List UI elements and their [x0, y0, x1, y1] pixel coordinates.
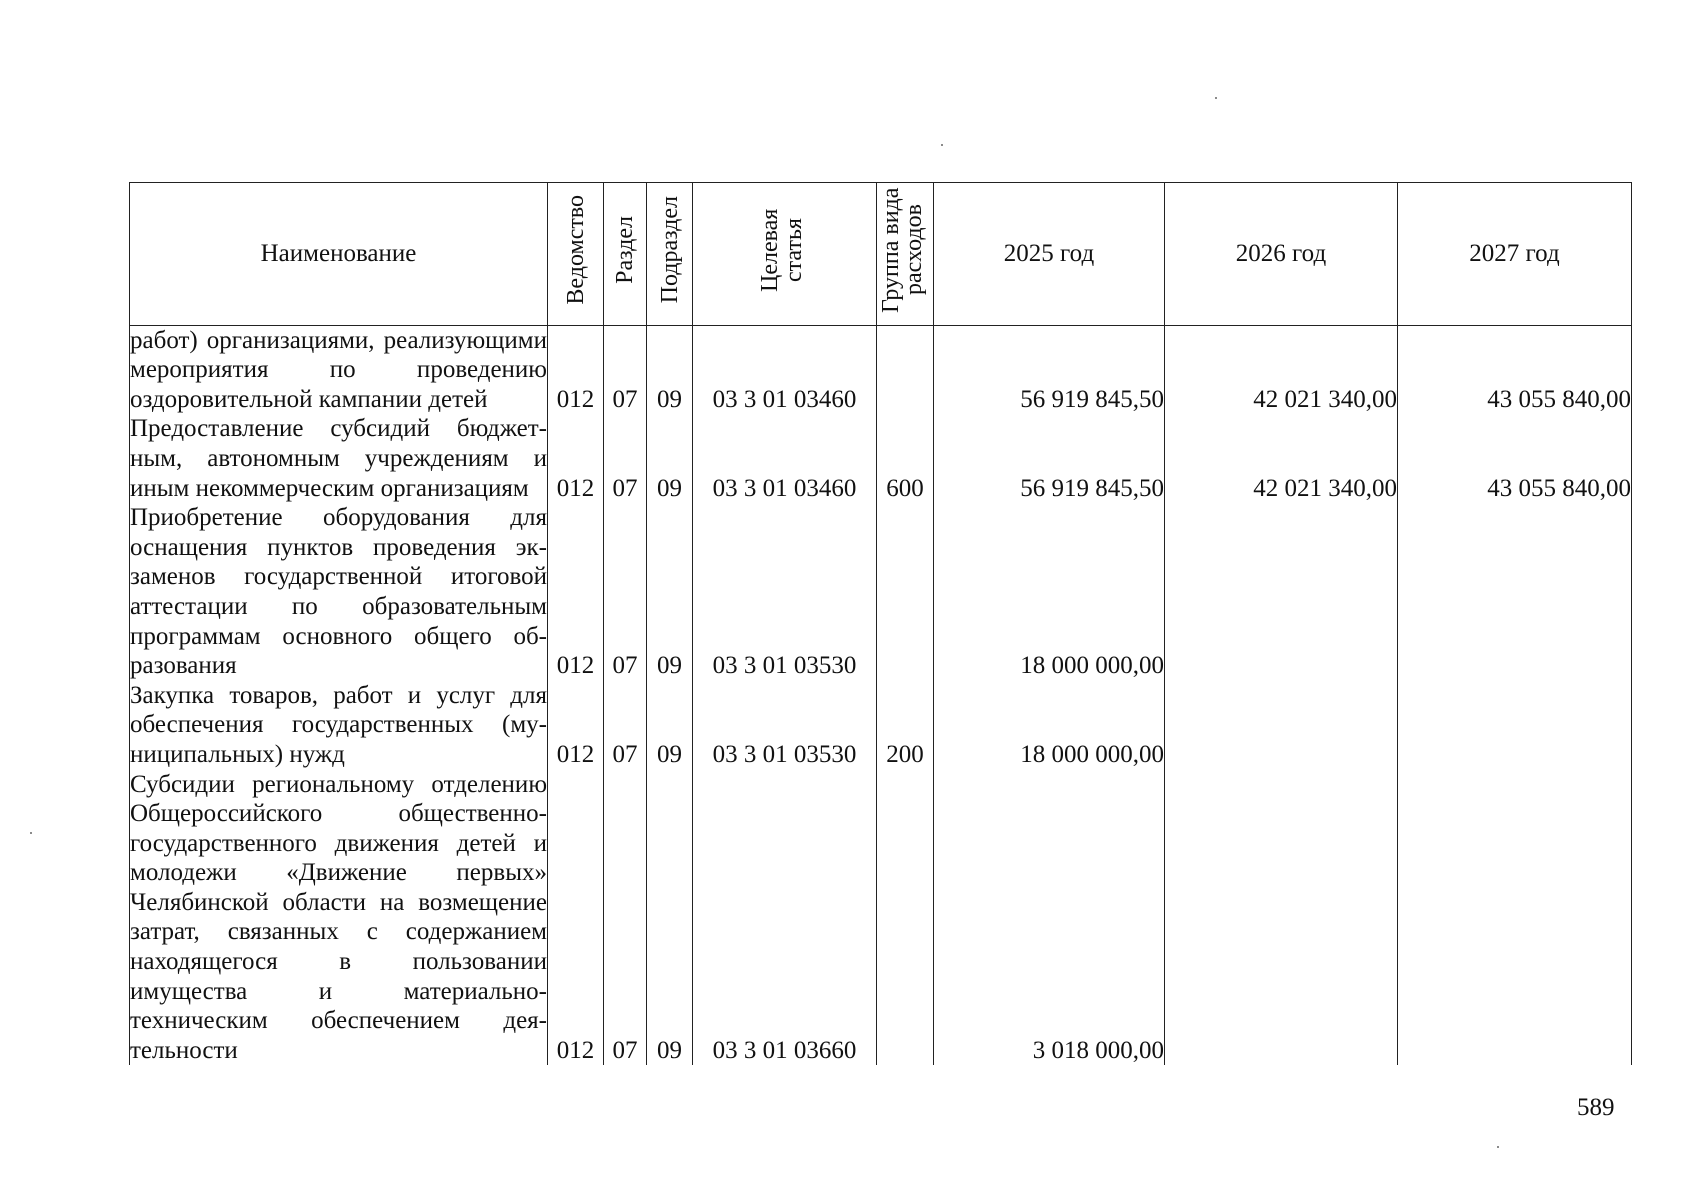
header-2026: 2026 год [1165, 183, 1398, 326]
row-department: 012 [548, 681, 604, 770]
row-amount-2026: 42 021 340,00 [1165, 414, 1398, 503]
row-department: 012 [548, 325, 604, 414]
scan-speck [941, 144, 943, 146]
row-department: 012 [548, 770, 604, 1066]
row-subsection: 09 [647, 414, 693, 503]
row-expense-group [877, 325, 934, 414]
row-amount-2025: 3 018 000,00 [934, 770, 1165, 1066]
row-subsection: 09 [647, 770, 693, 1066]
row-expense-group: 600 [877, 414, 934, 503]
row-amount-2027 [1398, 770, 1632, 1066]
table-header [130, 183, 1632, 326]
header-subsection: Подраздел [647, 183, 693, 326]
header-section: Раздел [604, 183, 647, 326]
row-expense-group [877, 503, 934, 681]
row-amount-2025: 56 919 845,50 [934, 325, 1165, 414]
page-number: 589 [1577, 1094, 1615, 1121]
row-expense-group [877, 770, 934, 1066]
scan-speck [1215, 97, 1217, 99]
row-section: 07 [604, 325, 647, 414]
row-amount-2026 [1165, 681, 1398, 770]
row-name: работ) организациями, реализующими мероприятия по проведению оздоровительной кампании детей [130, 326, 547, 413]
row-amount-2025: 56 919 845,50 [934, 414, 1165, 503]
row-amount-2027 [1398, 503, 1632, 681]
row-target-article: 03 3 01 03660 [693, 770, 877, 1066]
row-subsection: 09 [647, 681, 693, 770]
row-amount-2027: 43 055 840,00 [1398, 325, 1632, 414]
row-subsection: 09 [647, 503, 693, 681]
row-expense-group: 200 [877, 681, 934, 770]
table-row [130, 681, 1632, 770]
scan-speck [30, 832, 32, 834]
row-section: 07 [604, 503, 647, 681]
row-section: 07 [604, 681, 647, 770]
row-target-article: 03 3 01 03530 [693, 503, 877, 681]
row-section: 07 [604, 414, 647, 503]
header-target-article: Целевая статья [693, 183, 877, 326]
row-amount-2027: 43 055 840,00 [1398, 414, 1632, 503]
table-row [130, 503, 1632, 681]
row-name: Предоставление субсидий бюджетным, автономным учреждениям и иным некоммерческим организациям [130, 415, 547, 502]
row-amount-2027 [1398, 681, 1632, 770]
row-name: Закупка товаров, работ и услуг для обеспечения государственных (муниципальных) нужд [130, 681, 547, 768]
row-amount-2026 [1165, 770, 1398, 1066]
header-name: Наименование [130, 183, 548, 326]
row-subsection: 09 [647, 325, 693, 414]
row-amount-2026: 42 021 340,00 [1165, 325, 1398, 414]
row-department: 012 [548, 503, 604, 681]
row-target-article: 03 3 01 03460 [693, 325, 877, 414]
row-section: 07 [604, 770, 647, 1066]
table-row [130, 414, 1632, 503]
row-target-article: 03 3 01 03530 [693, 681, 877, 770]
table-row [130, 770, 1632, 1066]
budget-table [129, 182, 1632, 1065]
header-2027: 2027 год [1398, 183, 1632, 326]
header-department: Ведомство [548, 183, 604, 326]
row-target-article: 03 3 01 03460 [693, 414, 877, 503]
scan-speck [1497, 1146, 1499, 1148]
row-amount-2025: 18 000 000,00 [934, 681, 1165, 770]
header-2025: 2025 год [934, 183, 1165, 326]
row-amount-2026 [1165, 503, 1398, 681]
row-department: 012 [548, 414, 604, 503]
table-row [130, 325, 1632, 414]
row-amount-2025: 18 000 000,00 [934, 503, 1165, 681]
header-expense-group: Группа вида расходов [877, 183, 934, 326]
row-name: Приобретение оборудования для оснащения пунктов проведения экзаменов государственной итоговой аттестации по образовательным программам основного общего образования [130, 504, 547, 680]
table-body [130, 325, 1632, 1065]
row-name: Субсидии региональному отделению Общероссийского общественно-государственного движения детей и молодежи «Движение первых» Челябинской области на возмещение затрат, связанных с содержанием находящегося в пользовании имущества и материально-техническим обеспечением деятельности [130, 770, 547, 1064]
